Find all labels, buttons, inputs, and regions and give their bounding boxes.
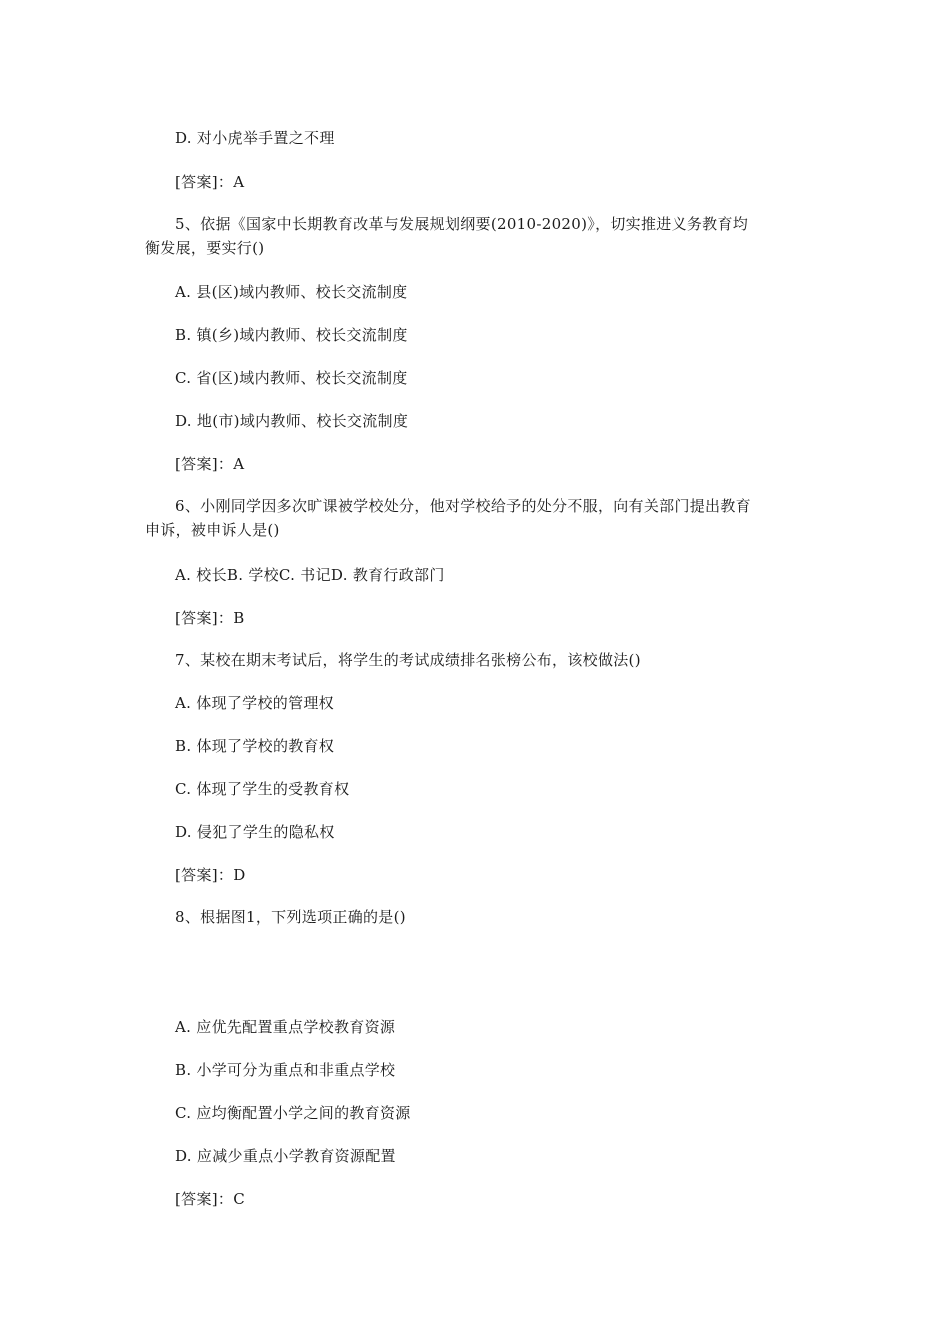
q7-stem: 7、某校在期末考试后，将学生的考试成绩排名张榜公布，该校做法() <box>175 651 641 669</box>
figure-placeholder <box>145 940 805 1000</box>
q7-option-c: C. 体现了学生的受教育权 <box>175 780 350 798</box>
q8-option-c: C. 应均衡配置小学之间的教育资源 <box>175 1104 411 1122</box>
q7-answer: [答案]：D <box>175 866 246 884</box>
q8-option-d: D. 应减少重点小学教育资源配置 <box>175 1147 396 1165</box>
q5-option-d: D. 地(市)域内教师、校长交流制度 <box>175 412 409 430</box>
q5-stem-line2: 衡发展，要实行() <box>145 239 265 257</box>
q5-option-b: B. 镇(乡)域内教师、校长交流制度 <box>175 326 408 344</box>
q6-stem-line2: 申诉，被申诉人是() <box>145 521 280 539</box>
q7-option-b: B. 体现了学校的教育权 <box>175 737 335 755</box>
q8-answer: [答案]：C <box>175 1190 245 1208</box>
q4-answer: [答案]：A <box>175 173 245 191</box>
q6-options: A. 校长B. 学校C. 书记D. 教育行政部门 <box>175 566 445 584</box>
q5-option-c: C. 省(区)域内教师、校长交流制度 <box>175 369 408 387</box>
q4-option-d: D. 对小虎举手置之不理 <box>175 129 335 147</box>
q8-option-b: B. 小学可分为重点和非重点学校 <box>175 1061 396 1079</box>
q8-option-a: A. 应优先配置重点学校教育资源 <box>175 1018 396 1036</box>
q5-stem-line1: 5、依据《国家中长期教育改革与发展规划纲要(2010-2020)》，切实推进义务教育均 <box>175 215 749 233</box>
q5-answer: [答案]：A <box>175 455 245 473</box>
q6-stem-line1: 6、小刚同学因多次旷课被学校处分，他对学校给予的处分不服，向有关部门提出教育 <box>175 497 751 515</box>
q7-option-a: A. 体现了学校的管理权 <box>175 694 334 712</box>
q6-answer: [答案]：B <box>175 609 245 627</box>
q7-option-d: D. 侵犯了学生的隐私权 <box>175 823 335 841</box>
q5-option-a: A. 县(区)域内教师、校长交流制度 <box>175 283 408 301</box>
q8-stem: 8、根据图1，下列选项正确的是() <box>175 908 406 926</box>
